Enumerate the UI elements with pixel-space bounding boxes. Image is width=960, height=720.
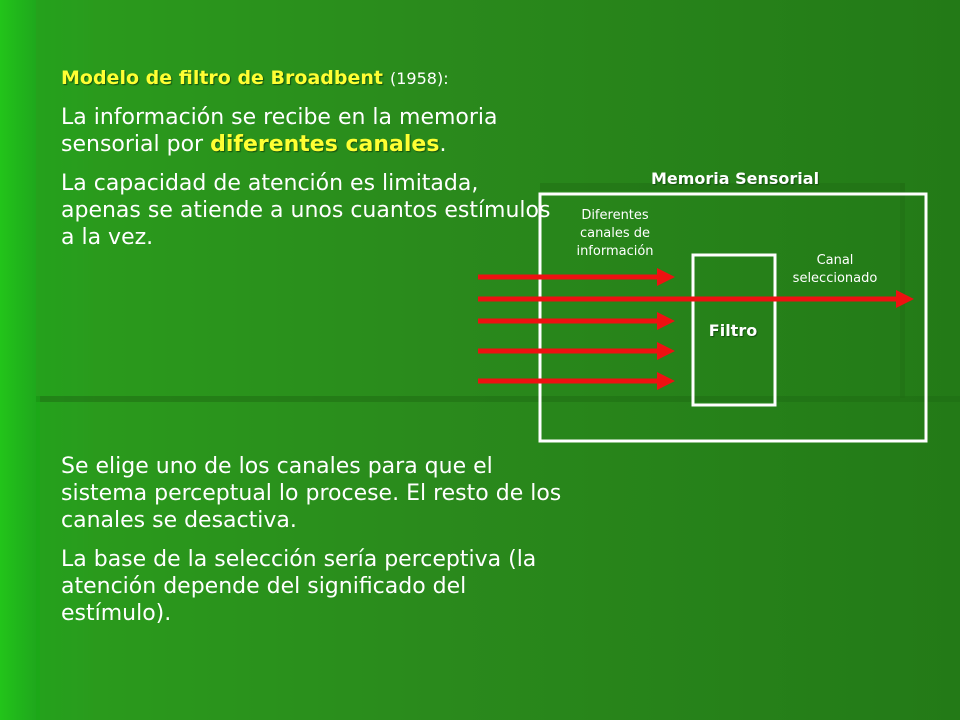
decor-left-bar (0, 0, 36, 720)
input-channel-arrowhead (657, 268, 675, 286)
slide-title: Modelo de filtro de Broadbent (61, 67, 383, 89)
paragraph-1-end: . (439, 132, 447, 157)
top-text-block (61, 64, 551, 263)
selected-channel-arrowhead (896, 290, 914, 308)
paragraph-1-text: La información se recibe en la memoria sensorial por (61, 105, 498, 157)
decor-horizontal-line (36, 396, 960, 402)
decor-vertical-line-right (900, 183, 905, 398)
paragraph-2: La capacidad de atención es limitada, apenas se atiende a unos cuantos estímulos a la vez. (61, 171, 551, 250)
canal-seleccionado-label: Canal seleccionado (792, 253, 878, 286)
paragraph-3: Se elige uno de los canales para que el sistema perceptual lo procese. El resto de los canales se desactiva. (61, 454, 562, 533)
slide-title-line (61, 64, 551, 92)
slide-title-year: (1958): (389, 69, 449, 88)
decor-vertical-line (36, 396, 40, 720)
input-channel-arrowhead (657, 372, 675, 390)
paragraph-1 (61, 104, 551, 158)
paragraph-4: La base de la selección sería perceptiva (la atención depende del significado del estímulo). (61, 547, 537, 626)
bottom-text-block (61, 453, 581, 639)
input-channel-arrowhead (657, 312, 675, 330)
canales-label: Diferentes canales de información (576, 208, 654, 259)
input-channel-arrowhead (657, 342, 675, 360)
filtro-label: Filtro (708, 321, 758, 340)
paragraph-1-highlight: diferentes canales (210, 132, 440, 157)
memoria-sensorial-label: Memoria Sensorial (650, 169, 820, 188)
